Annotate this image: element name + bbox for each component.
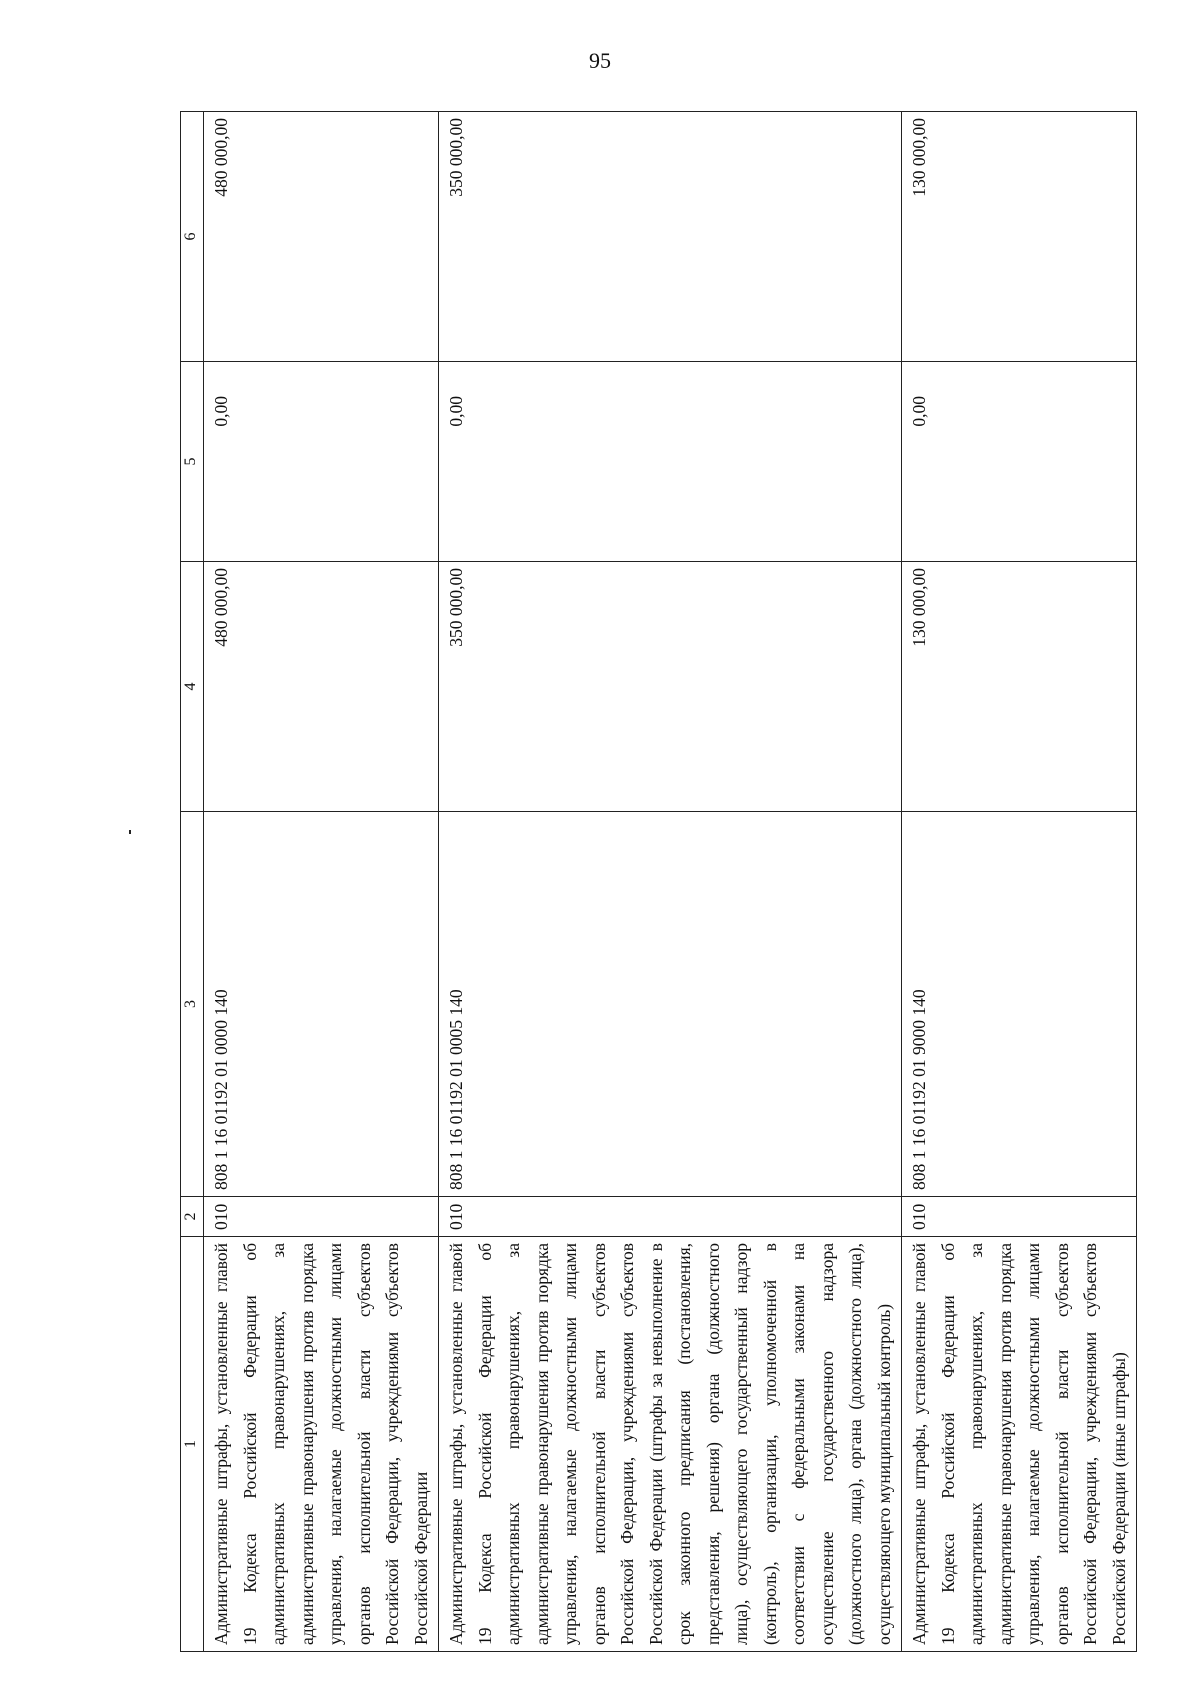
row-amount-col6: 130 000,00	[902, 112, 1137, 362]
revenue-table-rotated	[180, 112, 1129, 1652]
column-header: 5	[181, 362, 204, 562]
row-amount-col5: 0,00	[204, 362, 439, 562]
row-col2: 010	[204, 1197, 439, 1237]
table-header-row	[181, 112, 204, 1652]
revenue-table	[180, 111, 1137, 1652]
row-description: Административные штрафы, установленные главой 19 Кодекса Российской Федерации об административных правонарушениях, за административные правонарушения против порядка управления, налагаемые должностными лицами органов исполнительной власти субъектов Российской Федерации, учреждениями субъектов Российской Федерации (иные штрафы)	[902, 1237, 1137, 1652]
column-header: 2	[181, 1197, 204, 1237]
table-row	[439, 112, 902, 1652]
row-amount-col5: 0,00	[439, 362, 902, 562]
row-description: Административные штрафы, установленные главой 19 Кодекса Российской Федерации об административных правонарушениях, за административные правонарушения против порядка управления, налагаемые должностными лицами органов исполнительной власти субъектов Российской Федерации, учреждениями субъектов Российской Федерации (штрафы за невыполнение в срок законного предписания (постановления, представления, решения) органа (должностного лица), осуществляющего государственный надзор (контроль), организации, уполномоченной в соответствии с федеральными законами на осуществление государственного надзора (должностного лица), органа (должностного лица), осуществляющего муниципальный контроль)	[439, 1237, 902, 1652]
table-row	[204, 112, 439, 1652]
row-budget-code: 808 1 16 01192 01 0005 140	[439, 812, 902, 1197]
row-amount-col4: 480 000,00	[204, 562, 439, 812]
row-col2: 010	[902, 1197, 1137, 1237]
column-header: 6	[181, 112, 204, 362]
row-budget-code: 808 1 16 01192 01 9000 140	[902, 812, 1137, 1197]
row-amount-col4: 350 000,00	[439, 562, 902, 812]
column-header: 4	[181, 562, 204, 812]
column-header: 3	[181, 812, 204, 1197]
row-amount-col5: 0,00	[902, 362, 1137, 562]
row-amount-col6: 480 000,00	[204, 112, 439, 362]
row-amount-col4: 130 000,00	[902, 562, 1137, 812]
row-budget-code: 808 1 16 01192 01 0000 140	[204, 812, 439, 1197]
row-description: Административные штрафы, установленные главой 19 Кодекса Российской Федерации об административных правонарушениях, за административные правонарушения против порядка управления, налагаемые должностными лицами органов исполнительной власти субъектов Российской Федерации, учреждениями субъектов Российской Федерации	[204, 1237, 439, 1652]
row-col2: 010	[439, 1197, 902, 1237]
column-header: 1	[181, 1237, 204, 1652]
row-amount-col6: 350 000,00	[439, 112, 902, 362]
scan-artifact	[129, 830, 131, 834]
table-row	[902, 112, 1137, 1652]
page-number: 95	[589, 48, 611, 73]
